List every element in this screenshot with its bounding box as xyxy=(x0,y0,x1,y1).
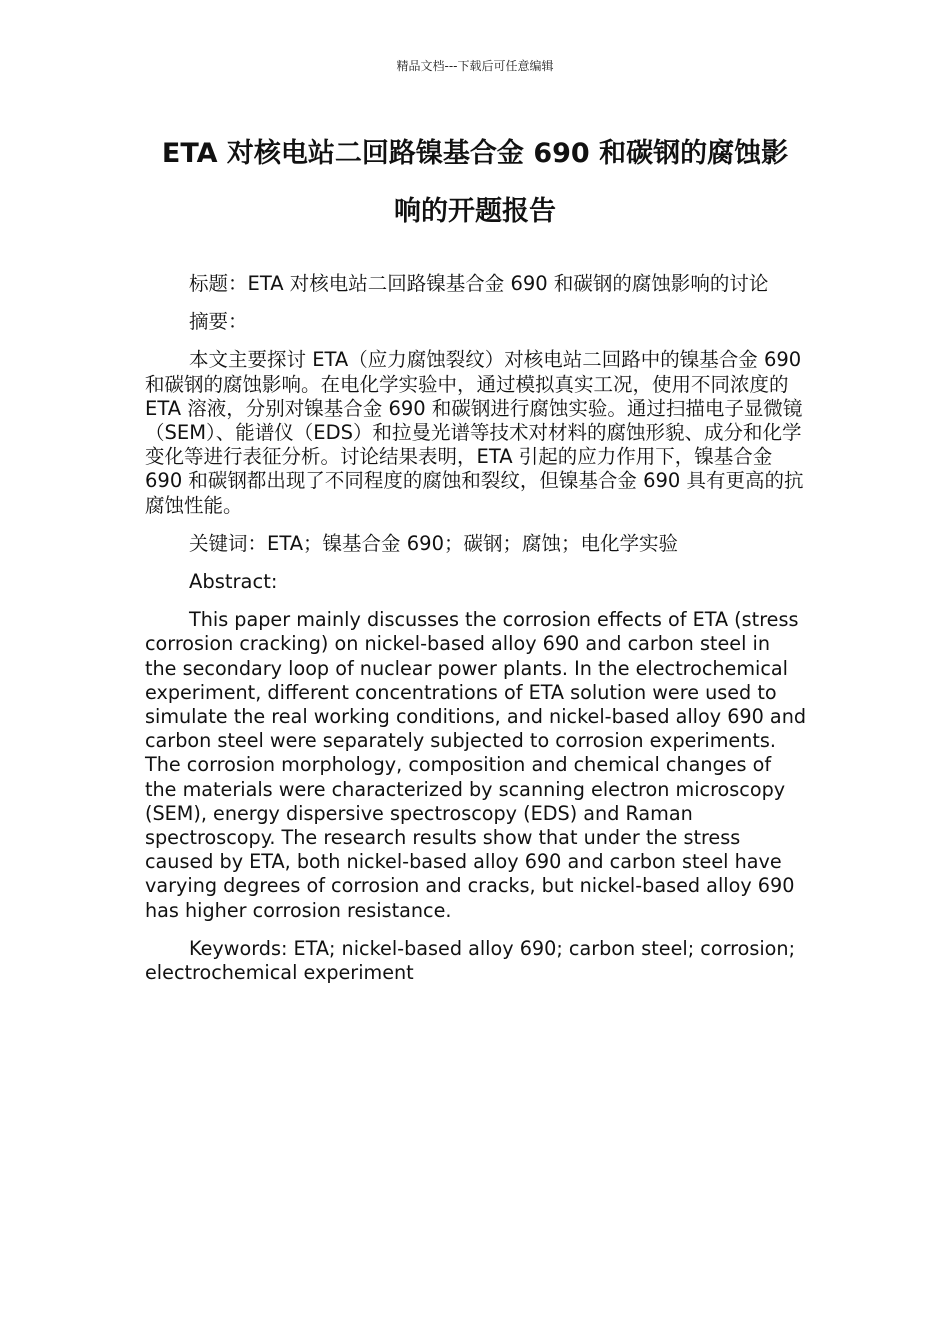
keywords-en: Keywords: ETA; nickel-based alloy 690; carbon steel; corrosion; electrochemical experiment xyxy=(145,936,796,985)
keywords-cn: 关键词：ETA；镍基合金 690；碳钢；腐蚀；电化学实验 xyxy=(189,531,678,555)
document-title xyxy=(145,125,805,241)
subject-line: 标题：ETA 对核电站二回路镍基合金 690 和碳钢的腐蚀影响的讨论 xyxy=(189,272,769,295)
abstract-label-en: Abstract: xyxy=(189,570,278,594)
abstract-label-cn: 摘要： xyxy=(189,310,248,334)
abstract-paragraph-en: This paper mainly discusses the corrosion effects of ETA (stress corrosion cracking) on nickel-based alloy 690 and carbon steel in the secondary loop of nuclear power plants. In the electrochemical experiment, different concentrations of ETA solution were used to simulate the real working conditions, and nickel-based alloy 690 and carbon steel were separately subjected to corrosion experiments. The corrosion morphology, composition and chemical changes of the materials were characterized by scanning electron microscopy (SEM), energy dispersive spectroscopy (EDS) and Raman spectroscopy. The research results show that under the stress caused by ETA, both nickel-based alloy 690 and carbon steel have varying degrees of corrosion and cracks, but nickel-based alloy 690 has higher corrosion resistance. xyxy=(145,608,807,922)
abstract-paragraph-cn: 本文主要探讨 ETA（应力腐蚀裂纹）对核电站二回路中的镍基合金 690 和碳钢的腐蚀影响。在电化学实验中，通过模拟真实工况，使用不同浓度的 ETA 溶液，分别对镍基合金 690 和碳钢进行腐蚀实验。通过扫描电子显微镜（SEM）、能谱仪（EDS）和拉曼光谱等技术对材料的腐蚀形貌、成分和化学变化等进行表征分析。讨论结果表明，ETA 引起的应力作用下，镍基合金 690 和碳钢都出现了不同程度的腐蚀和裂纹，但镍基合金 690 具有更高的抗腐蚀性能。 xyxy=(145,348,804,517)
document-title-line-1: ETA 对核电站二回路镍基合金 690 和碳钢的腐蚀影 xyxy=(161,138,789,169)
document-body xyxy=(145,272,807,999)
document-title-line-2: 响的开题报告 xyxy=(394,196,556,227)
page-header-note: 精品文档---下载后可任意编辑 xyxy=(396,59,554,73)
